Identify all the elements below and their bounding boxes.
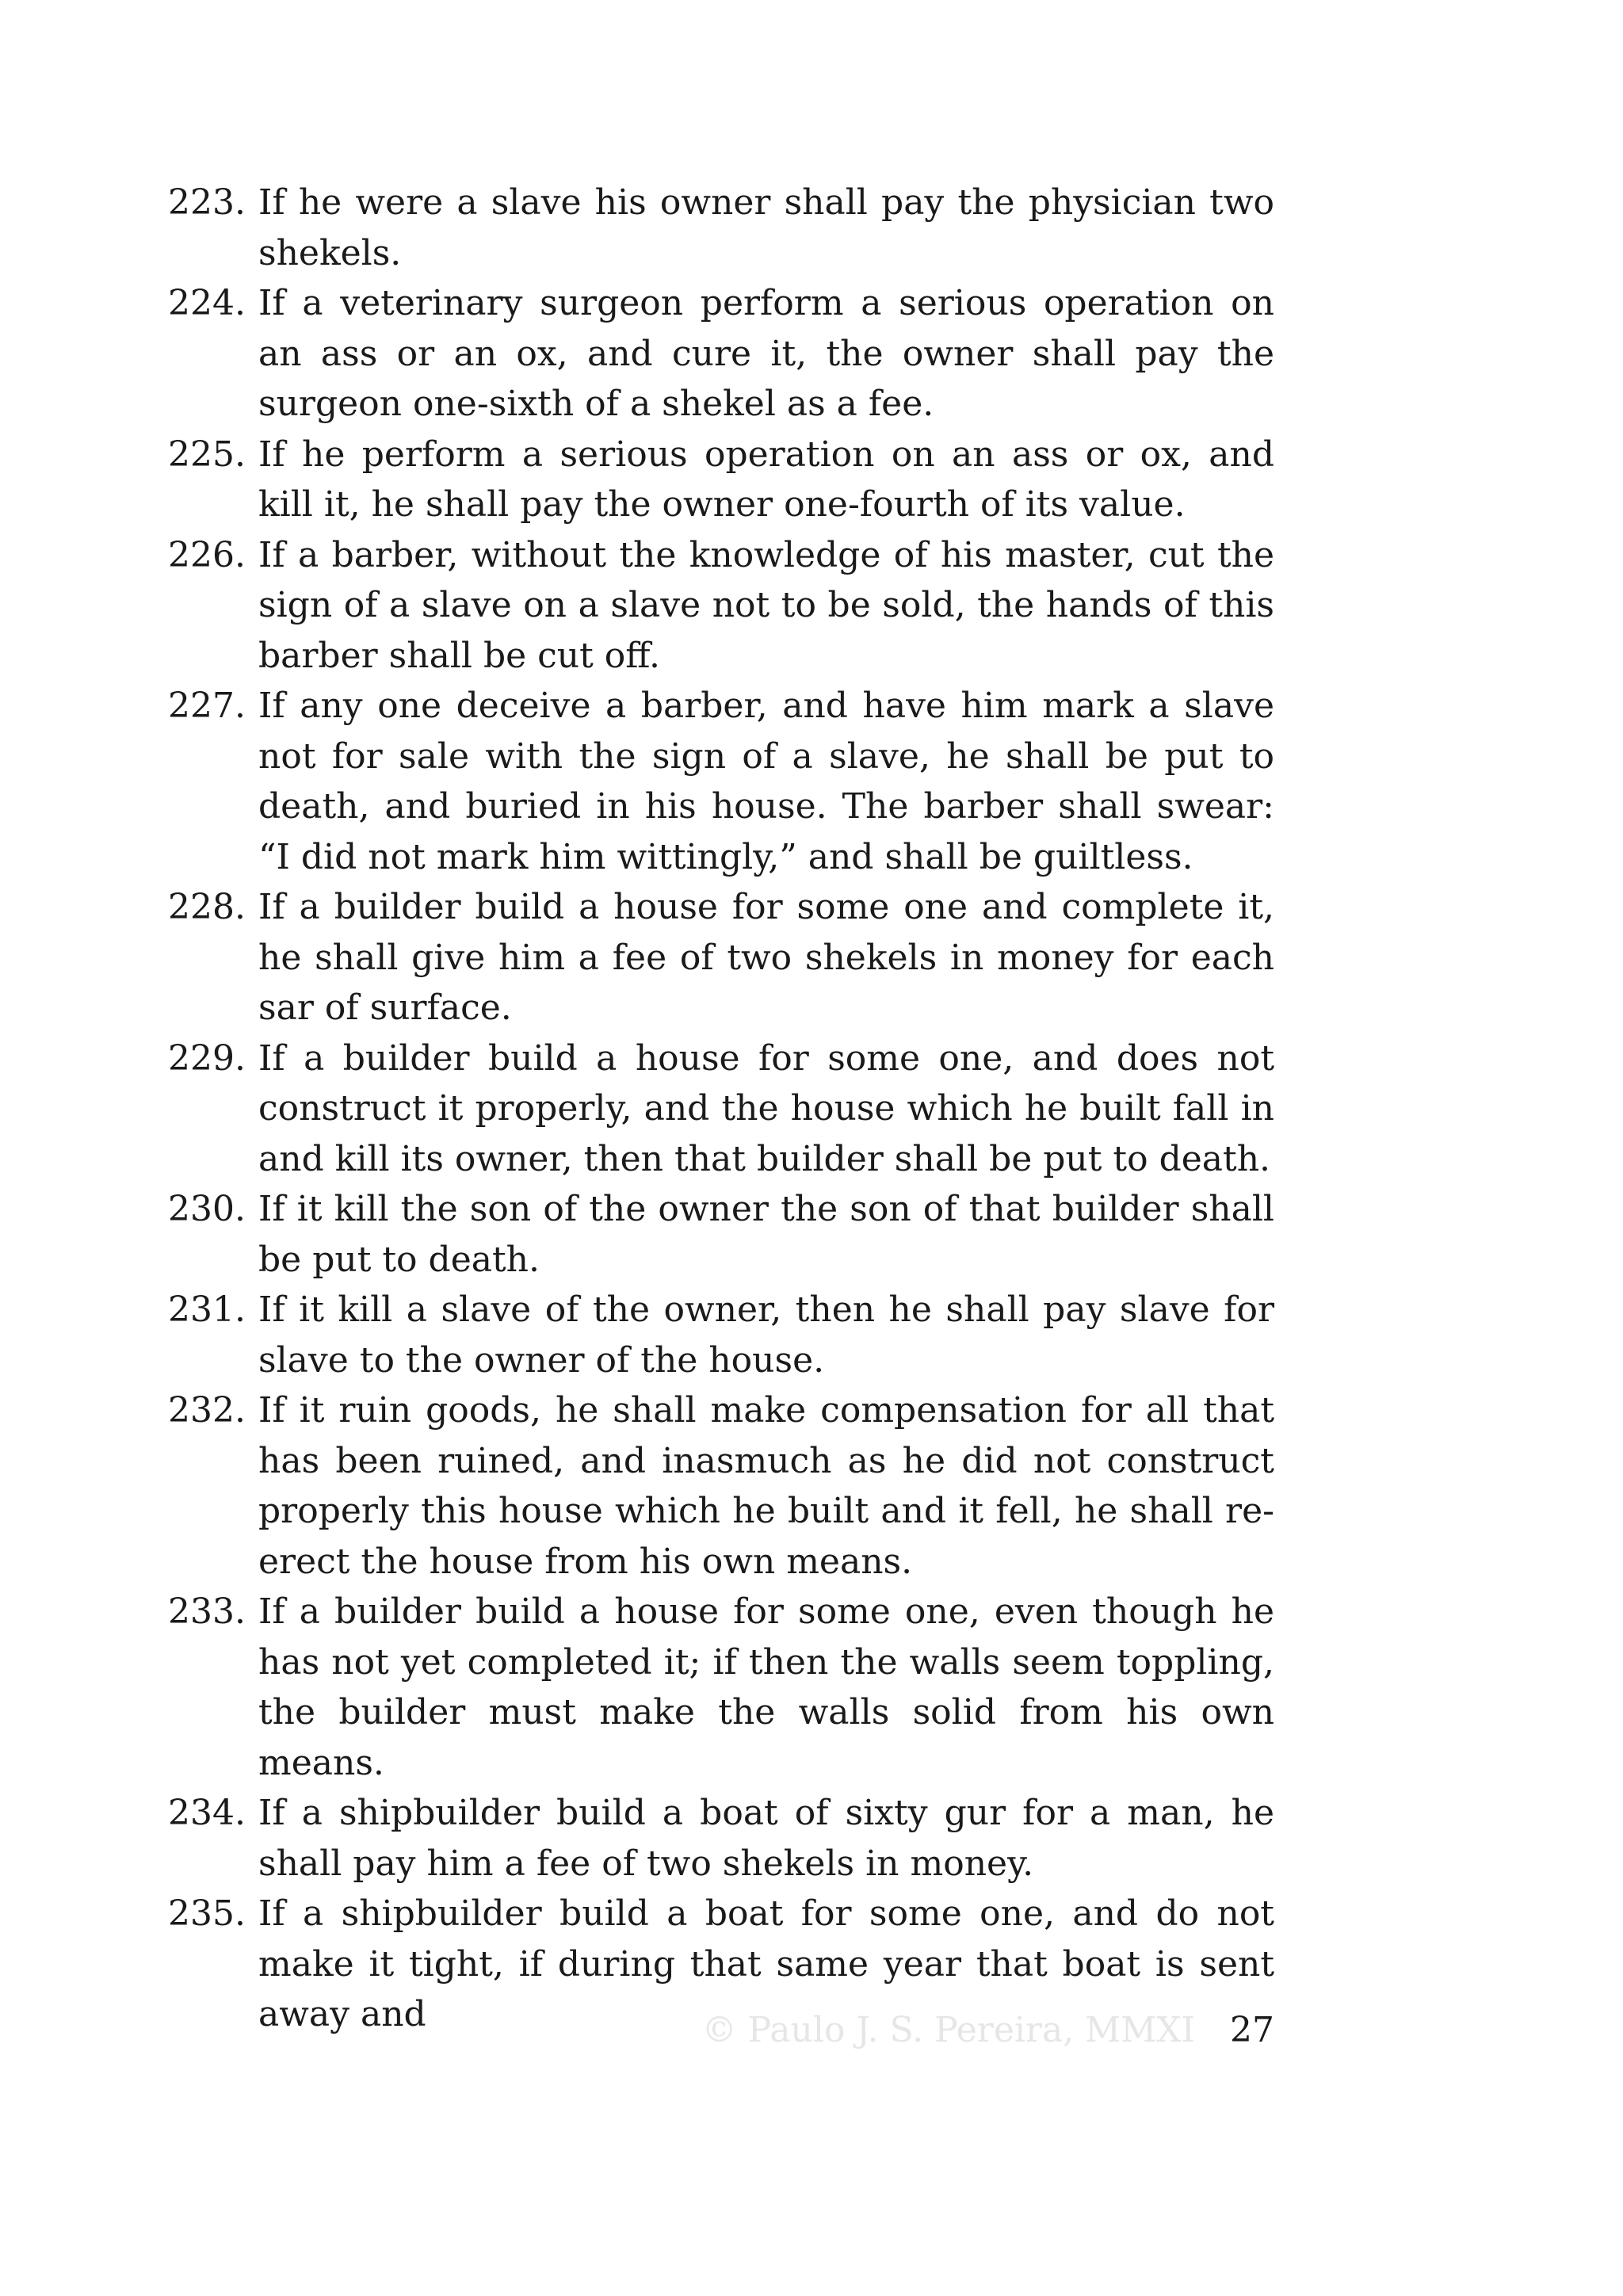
law-item-224: [168, 278, 1274, 430]
law-number: 229.: [168, 1037, 246, 1079]
law-text: If a shipbuilder build a boat for some one, and do not make it tight, if during that same year that boat is sent away and: [258, 1893, 1274, 2034]
law-text: If he were a slave his owner shall pay the physician two shekels.: [258, 182, 1274, 273]
page-footer: [702, 2005, 1274, 2055]
law-item-229: [168, 1033, 1274, 1185]
law-text: If any one deceive a barber, and have him mark a slave not for sale with the sign of a slave, he shall be put to death, and buried in his house. The barber shall swear: “I did not mark him wittingly,” and shall be guiltless.: [258, 686, 1274, 877]
law-number: 224.: [168, 283, 246, 323]
page-number: 27: [1230, 2010, 1274, 2050]
law-number: 231.: [168, 1289, 246, 1330]
law-list: [168, 178, 1274, 2040]
law-number: 226.: [168, 534, 246, 575]
law-text: If a barber, without the knowledge of his master, cut the sign of a slave on a slave not to be sold, the hands of this barber shall be cut off.: [258, 534, 1274, 676]
law-number: 234.: [168, 1793, 246, 1833]
law-item-231: [168, 1285, 1274, 1385]
law-text: If a builder build a house for some one and complete it, he shall give him a fee of two shekels in money for each sar of surface.: [258, 887, 1274, 1028]
law-text: If a veterinary surgeon perform a serious operation on an ass or an ox, and cure it, the owner shall pay the surgeon one-sixth of a shekel as a fee.: [258, 283, 1274, 424]
law-text: If it ruin goods, he shall make compensation for all that has been ruined, and inasmuch as he did not construct properly this house which he built and it fell, he shall re-erect the house from his own means.: [258, 1390, 1274, 1582]
law-text: If a builder build a house for some one, and does not construct it properly, and the house which he built fall in and kill its owner, then that builder shall be put to death.: [258, 1037, 1274, 1179]
law-text: If it kill a slave of the owner, then he shall pay slave for slave to the owner of the house.: [258, 1289, 1274, 1381]
law-number: 230.: [168, 1189, 246, 1229]
law-item-223: [168, 178, 1274, 278]
law-item-233: [168, 1587, 1274, 1788]
law-number: 232.: [168, 1390, 246, 1431]
law-text: If it kill the son of the owner the son of that builder shall be put to death.: [258, 1189, 1274, 1280]
law-number: 227.: [168, 686, 246, 726]
law-item-234: [168, 1788, 1274, 1889]
copyright-notice: © Paulo J. S. Pereira, MMXI: [701, 2010, 1195, 2050]
law-text: If he perform a serious operation on an ass or ox, and kill it, he shall pay the owner one-fourth of its value.: [258, 434, 1274, 525]
law-item-227: [168, 681, 1274, 882]
law-number: 225.: [168, 434, 246, 475]
law-number: 235.: [168, 1893, 246, 1934]
law-text: If a shipbuilder build a boat of sixty gur for a man, he shall pay him a fee of two shekels in money.: [258, 1793, 1274, 1884]
law-item-230: [168, 1184, 1274, 1285]
law-item-225: [168, 430, 1274, 530]
law-text: If a builder build a house for some one, even though he has not yet completed it; if then the walls seem toppling, the builder must make the walls solid from his own means.: [258, 1591, 1274, 1783]
law-item-226: [168, 530, 1274, 682]
law-number: 233.: [168, 1591, 246, 1632]
law-number: 228.: [168, 887, 246, 927]
law-item-228: [168, 882, 1274, 1033]
law-number: 223.: [168, 182, 246, 223]
law-item-232: [168, 1385, 1274, 1587]
